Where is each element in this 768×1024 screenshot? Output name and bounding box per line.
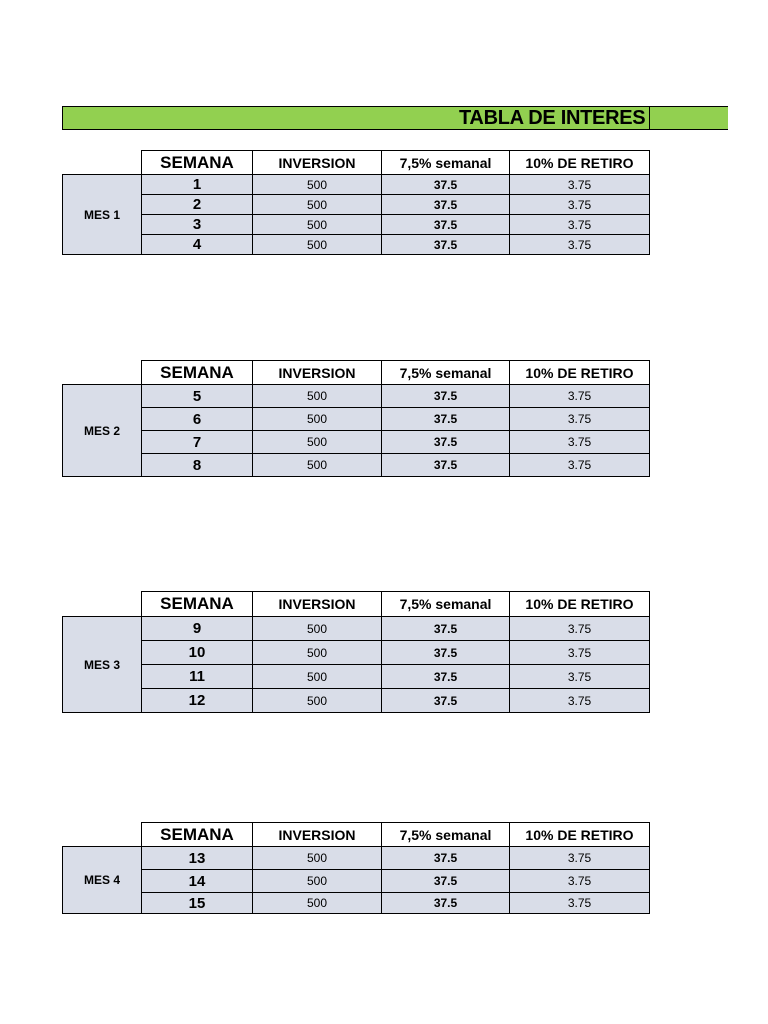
cell-retiro: 3.75 [510, 870, 650, 893]
header-inversion: INVERSION [253, 151, 382, 175]
cell-inversion: 500 [253, 870, 382, 893]
cell-semanal: 37.5 [382, 847, 510, 870]
cell-inversion: 500 [253, 454, 382, 477]
table-row [63, 431, 650, 454]
header-inversion: INVERSION [253, 823, 382, 847]
cell-inversion: 500 [253, 847, 382, 870]
header-semana: SEMANA [142, 823, 253, 847]
table-row [63, 870, 650, 893]
header-inversion: INVERSION [253, 592, 382, 617]
month-table-2 [62, 360, 650, 477]
header-semanal: 7,5% semanal [382, 151, 510, 175]
cell-semana: 8 [142, 454, 253, 477]
table-row [63, 195, 650, 215]
table-row [63, 385, 650, 408]
blank-cell [63, 592, 142, 617]
cell-retiro: 3.75 [510, 408, 650, 431]
cell-inversion: 500 [253, 175, 382, 195]
cell-semanal: 37.5 [382, 385, 510, 408]
cell-semana: 2 [142, 195, 253, 215]
blank-cell [63, 823, 142, 847]
table-row [63, 454, 650, 477]
cell-semana: 15 [142, 893, 253, 914]
header-retiro: 10% DE RETIRO [510, 361, 650, 385]
interest-table [62, 360, 650, 477]
cell-semanal: 37.5 [382, 175, 510, 195]
interest-table [62, 822, 650, 914]
cell-inversion: 500 [253, 235, 382, 255]
header-row [63, 361, 650, 385]
cell-semanal: 37.5 [382, 454, 510, 477]
cell-retiro: 3.75 [510, 454, 650, 477]
month-label: MES 4 [63, 847, 142, 914]
cell-inversion: 500 [253, 195, 382, 215]
cell-semana: 10 [142, 641, 253, 665]
cell-inversion: 500 [253, 385, 382, 408]
cell-semanal: 37.5 [382, 235, 510, 255]
cell-semanal: 37.5 [382, 195, 510, 215]
header-semana: SEMANA [142, 592, 253, 617]
month-label: MES 3 [63, 617, 142, 713]
cell-semana: 7 [142, 431, 253, 454]
interest-table [62, 591, 650, 713]
blank-cell [63, 151, 142, 175]
table-row [63, 235, 650, 255]
month-table-3 [62, 591, 650, 713]
cell-retiro: 3.75 [510, 847, 650, 870]
cell-semana: 1 [142, 175, 253, 195]
cell-inversion: 500 [253, 893, 382, 914]
cell-semanal: 37.5 [382, 617, 510, 641]
cell-semana: 4 [142, 235, 253, 255]
header-inversion: INVERSION [253, 361, 382, 385]
table-row [63, 215, 650, 235]
header-row [63, 823, 650, 847]
table-row [63, 689, 650, 713]
cell-semana: 14 [142, 870, 253, 893]
header-semanal: 7,5% semanal [382, 592, 510, 617]
table-row [63, 175, 650, 195]
header-retiro: 10% DE RETIRO [510, 823, 650, 847]
cell-inversion: 500 [253, 665, 382, 689]
table-row [63, 847, 650, 870]
cell-retiro: 3.75 [510, 215, 650, 235]
header-semana: SEMANA [142, 361, 253, 385]
cell-semanal: 37.5 [382, 408, 510, 431]
header-row [63, 151, 650, 175]
cell-retiro: 3.75 [510, 385, 650, 408]
table-row [63, 617, 650, 641]
month-table-1 [62, 150, 650, 255]
title-bar [62, 106, 728, 130]
month-label: MES 1 [63, 175, 142, 255]
cell-retiro: 3.75 [510, 641, 650, 665]
interest-table [62, 150, 650, 255]
cell-semana: 3 [142, 215, 253, 235]
table-row [63, 641, 650, 665]
blank-cell [63, 361, 142, 385]
cell-inversion: 500 [253, 431, 382, 454]
cell-semana: 9 [142, 617, 253, 641]
cell-retiro: 3.75 [510, 665, 650, 689]
header-semanal: 7,5% semanal [382, 823, 510, 847]
cell-semana: 12 [142, 689, 253, 713]
title-cell-border [649, 106, 650, 130]
cell-semanal: 37.5 [382, 870, 510, 893]
cell-semanal: 37.5 [382, 641, 510, 665]
cell-inversion: 500 [253, 408, 382, 431]
header-row [63, 592, 650, 617]
cell-retiro: 3.75 [510, 175, 650, 195]
cell-semanal: 37.5 [382, 665, 510, 689]
table-row [63, 665, 650, 689]
cell-inversion: 500 [253, 641, 382, 665]
cell-inversion: 500 [253, 215, 382, 235]
table-row [63, 893, 650, 914]
cell-semanal: 37.5 [382, 689, 510, 713]
table-row [63, 408, 650, 431]
cell-retiro: 3.75 [510, 689, 650, 713]
cell-retiro: 3.75 [510, 893, 650, 914]
cell-semanal: 37.5 [382, 893, 510, 914]
header-semanal: 7,5% semanal [382, 361, 510, 385]
cell-retiro: 3.75 [510, 431, 650, 454]
cell-semana: 5 [142, 385, 253, 408]
month-table-4 [62, 822, 650, 914]
header-semana: SEMANA [142, 151, 253, 175]
cell-retiro: 3.75 [510, 195, 650, 215]
cell-inversion: 500 [253, 617, 382, 641]
cell-inversion: 500 [253, 689, 382, 713]
cell-retiro: 3.75 [510, 617, 650, 641]
cell-semanal: 37.5 [382, 431, 510, 454]
month-label: MES 2 [63, 385, 142, 477]
header-retiro: 10% DE RETIRO [510, 151, 650, 175]
cell-semanal: 37.5 [382, 215, 510, 235]
cell-retiro: 3.75 [510, 235, 650, 255]
cell-semana: 6 [142, 408, 253, 431]
cell-semana: 13 [142, 847, 253, 870]
cell-semana: 11 [142, 665, 253, 689]
header-retiro: 10% DE RETIRO [510, 592, 650, 617]
sheet-title: TABLA DE INTERES [459, 107, 646, 129]
